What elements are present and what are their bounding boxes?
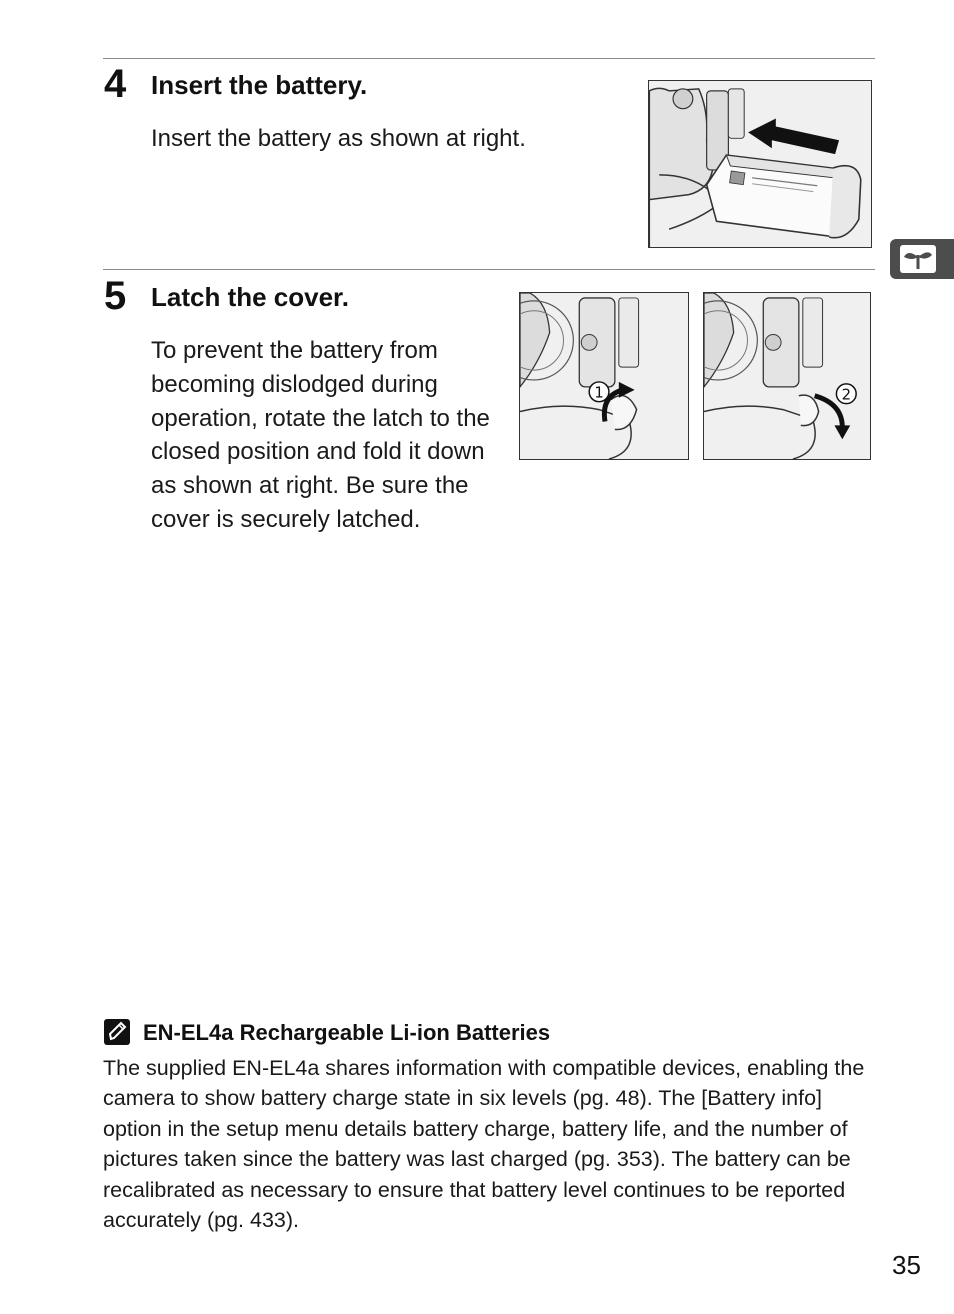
section-rule-top [103, 58, 875, 59]
note-title: EN-EL4a Rechargeable Li-ion Batteries [143, 1020, 551, 1045]
step-5-number: 5 [104, 274, 127, 318]
latch-rotate-illustration [519, 292, 689, 460]
latch-fold-illustration [703, 292, 871, 460]
note-body: The supplied EN-EL4a shares information with compatible devices, enabling the camera to show battery charge state in six levels (pg. 48). The [Battery info] option in the setup menu details battery charge, battery life, and the number of pictures taken since the battery was last charged (pg. 353). The battery can be recalibrated as necessary to ensure that battery level continues to be reported accurately (pg. 433). [103, 1056, 865, 1233]
section-tab-box [900, 245, 936, 273]
step-5-body: To prevent the battery from becoming dislodged during operation, rotate the latch to the closed position and fold it down as shown at right. Be sure the cover is securely latched. [151, 337, 490, 533]
step-4-body: Insert the battery as shown at right. [151, 125, 526, 152]
svg-text:2: 2 [841, 386, 852, 404]
section-rule-middle [103, 269, 875, 270]
latch-fold-drawing [704, 293, 870, 459]
section-tab [890, 239, 954, 279]
step-4-number: 4 [104, 62, 127, 106]
latch-rotate-drawing [520, 293, 688, 459]
svg-text:1: 1 [594, 384, 604, 402]
sprout-icon [900, 245, 936, 273]
battery-insert-drawing [649, 81, 871, 247]
insert-battery-illustration [648, 80, 872, 248]
page-number: 35 [892, 1250, 921, 1280]
step-4-title: Insert the battery. [151, 70, 368, 100]
pencil-icon [104, 1019, 130, 1045]
step-5-title: Latch the cover. [151, 282, 349, 312]
